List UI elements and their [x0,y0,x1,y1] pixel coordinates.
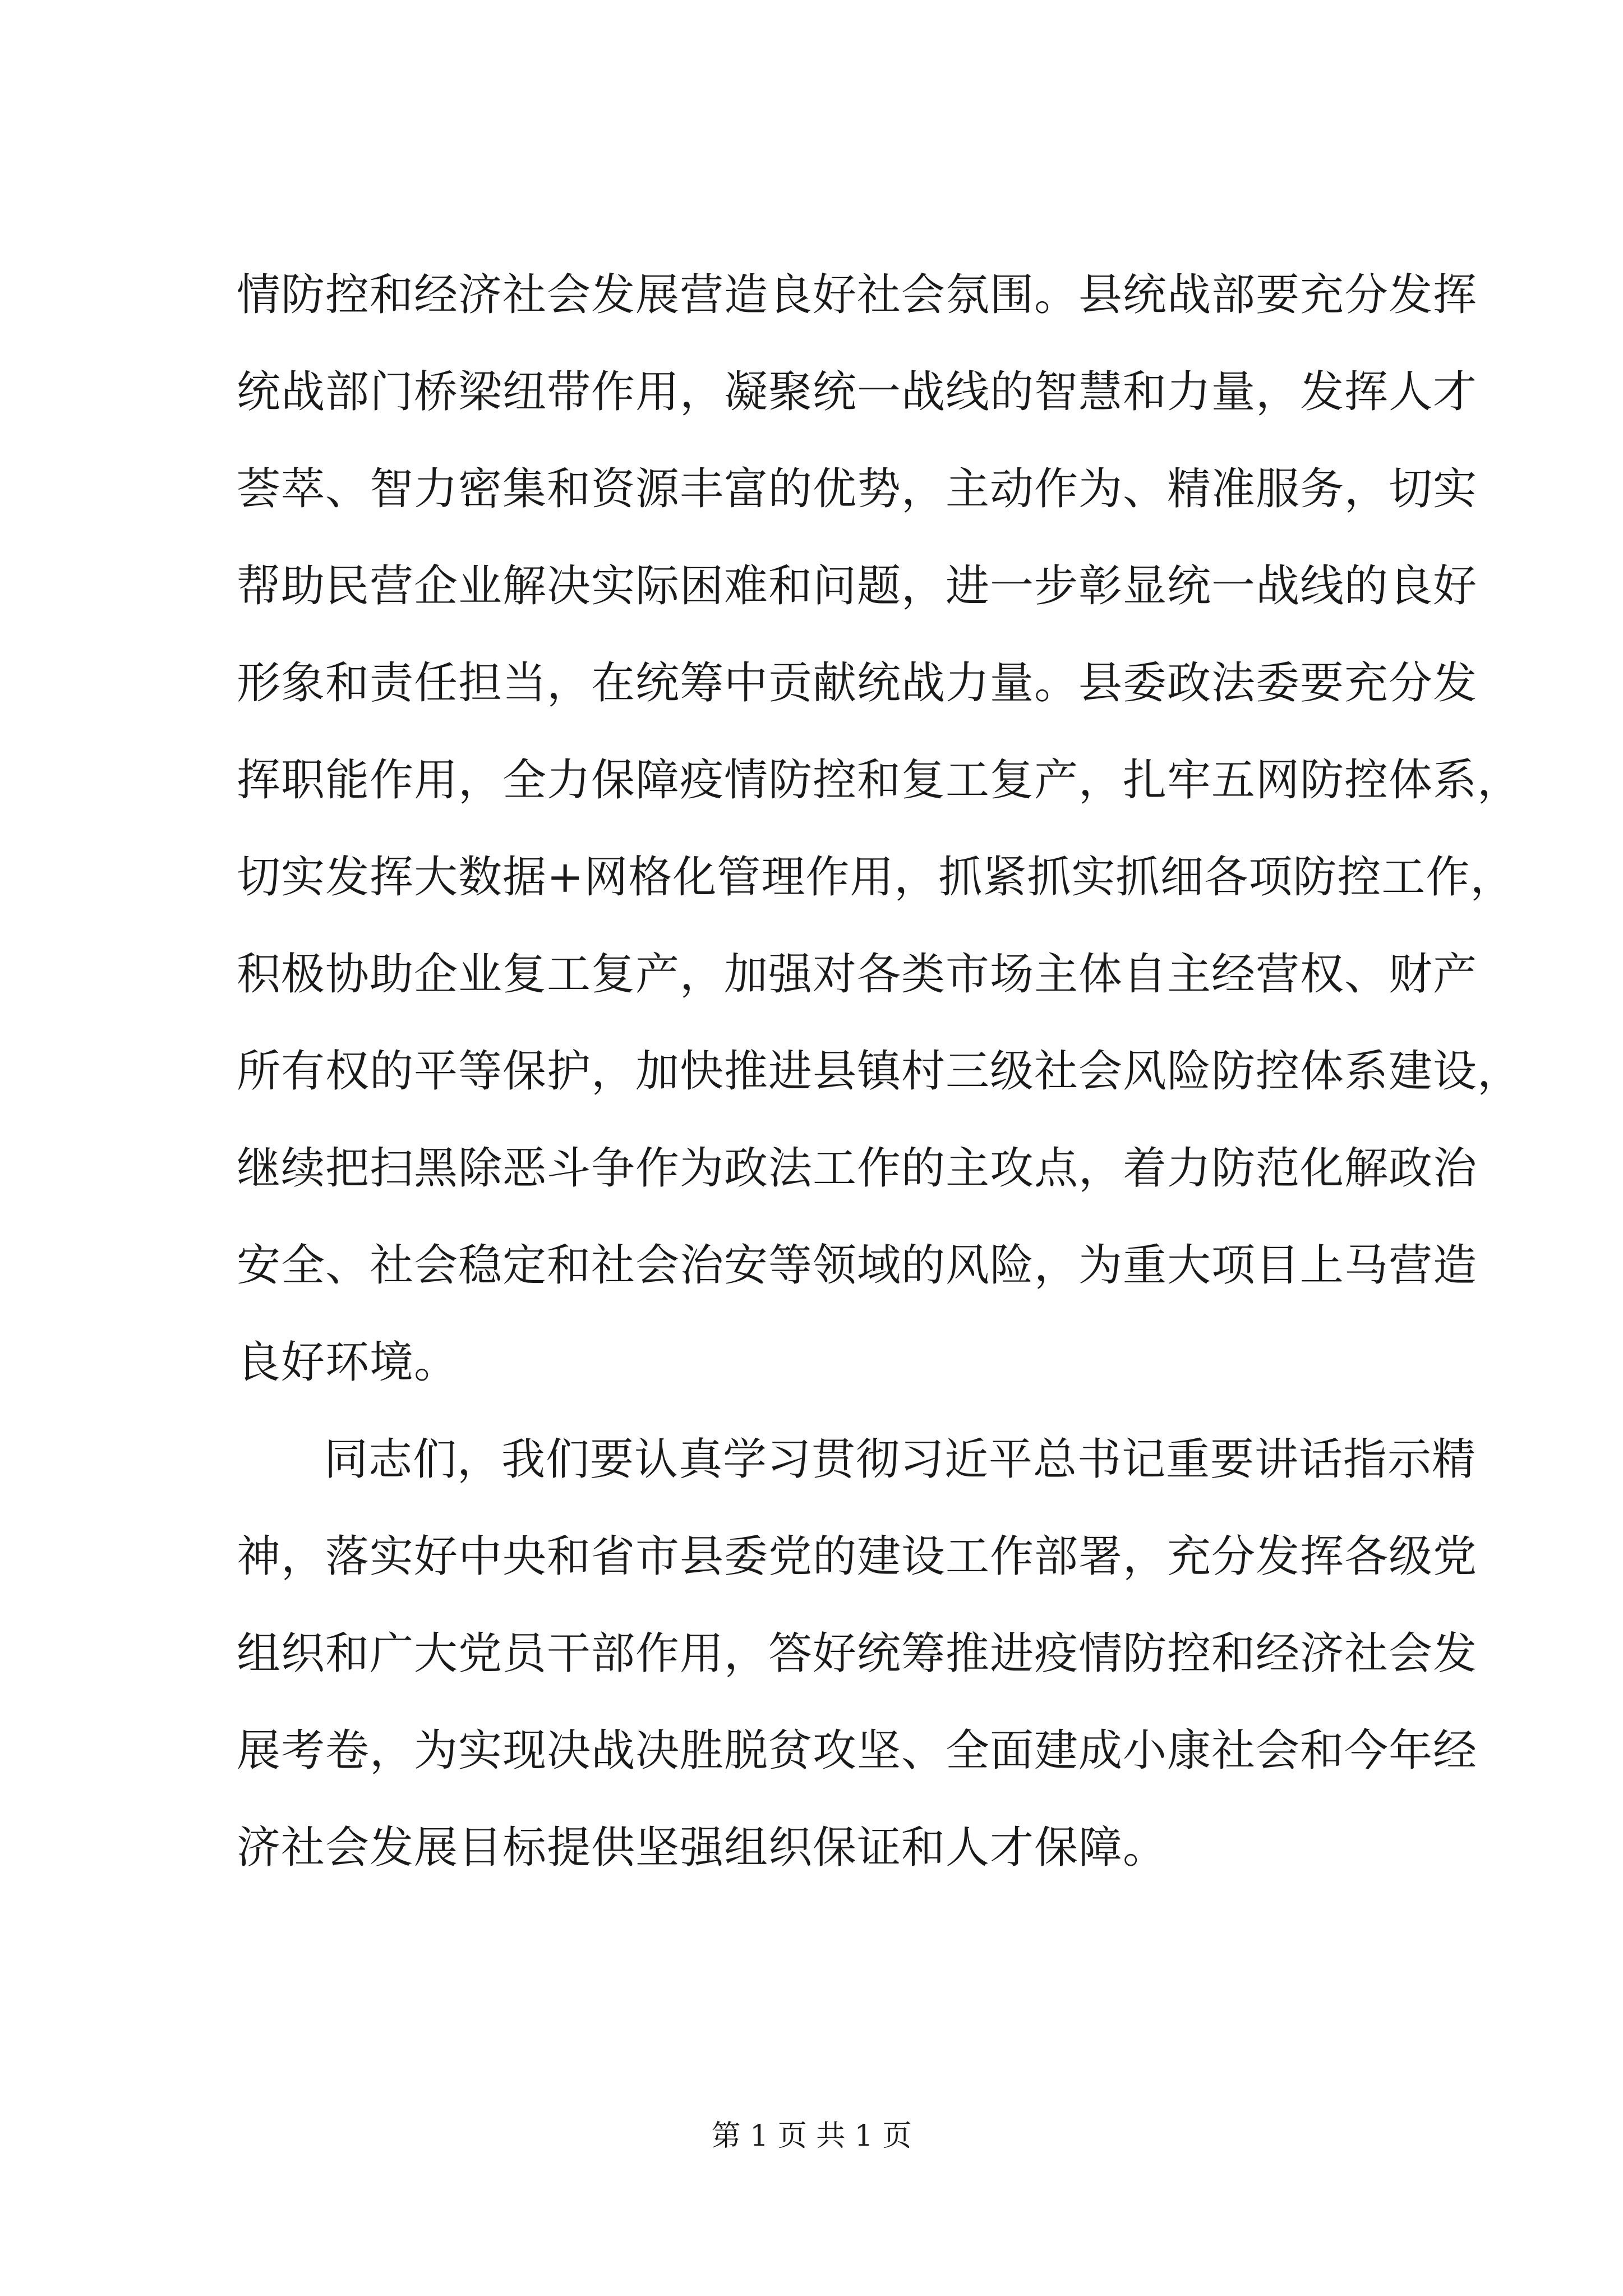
paragraph-line: 神，落实好中央和省市县委党的建设工作部署，充分发挥各级党 [237,1531,1478,1582]
paragraph-line: 继续把扫黑除恶斗争作为政法工作的主攻点，着力防范化解政治 [237,1143,1478,1194]
body-text [237,247,1522,1897]
paragraph-line: 展考卷，为实现决战决胜脱贫攻坚、全面建成小康社会和今年经 [237,1726,1478,1776]
paragraph-line: 荟萃、智力密集和资源丰富的优势，主动作为、精准服务，切实 [237,464,1478,514]
paragraph-line: 帮助民营企业解决实际困难和问题，进一步彰显统一战线的良好 [237,561,1478,611]
paragraph-line: 挥职能作用，全力保障疫情防控和复工复产，扎牢五网防控体系， [237,755,1522,806]
paragraph-line: 切实发挥大数据+网格化管理作用，抓紧抓实抓细各项防控工作， [237,852,1515,903]
paragraph-line: 安全、社会稳定和社会治安等领域的风险，为重大项目上马营造 [237,1240,1478,1291]
paragraph-line: 组织和广大党员干部作用，答好统筹推进疫情防控和经济社会发 [237,1628,1478,1679]
paragraph-line: 形象和责任担当，在统筹中贡献统战力量。县委政法委要充分发 [237,658,1478,708]
paragraph-1 [237,247,1522,1411]
paragraph-line: 情防控和经济社会发展营造良好社会氛围。县统战部要充分发挥 [237,270,1478,320]
paragraph-2 [237,1411,1478,1897]
paragraph-line: 积极协助企业复工复产，加强对各类市场主体自主经营权、财产 [237,949,1478,1000]
paragraph-line: 所有权的平等保护，加快推进县镇村三级社会风险防控体系建设， [237,1046,1522,1097]
paragraph-line: 同志们，我们要认真学习贯彻习近平总书记重要讲话指示精 [324,1434,1477,1485]
page-number-footer: 第 1 页 共 1 页 [711,2119,912,2153]
paragraph-line: 济社会发展目标提供坚强组织保证和人才保障。 [237,1823,1168,1873]
paragraph-line: 良好环境。 [237,1337,459,1388]
paragraph-line: 统战部门桥梁纽带作用，凝聚统一战线的智慧和力量，发挥人才 [237,367,1478,417]
